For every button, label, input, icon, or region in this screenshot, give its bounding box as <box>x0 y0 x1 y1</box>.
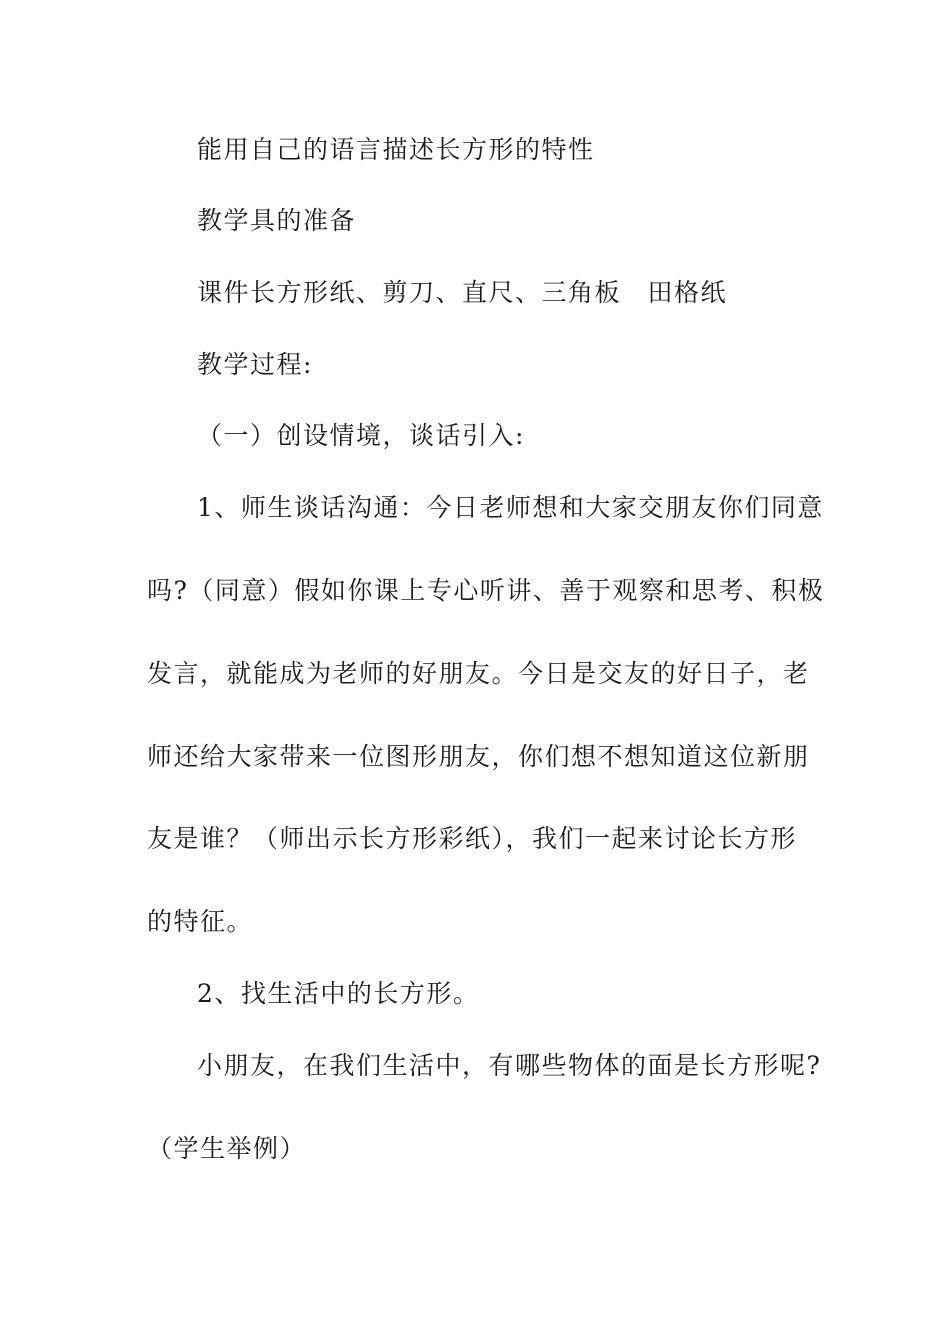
text-line-5: （一）创设情境，谈话引入: <box>197 421 525 450</box>
text-line-4: 教学过程: <box>197 350 313 379</box>
text-line-7: 吗?（同意）假如你课上专心听讲、善于观察和思考、积极 <box>147 576 825 605</box>
text-line-3: 课件长方形纸、剪刀、直尺、三角板 田格纸 <box>197 278 728 307</box>
text-line-6: 1、师生谈话沟通：今日老师想和大家交朋友你们同意 <box>197 493 824 522</box>
text-line-11: 的特征。 <box>147 907 254 936</box>
text-line-10: 友是谁？（师出示长方形彩纸），我们一起来讨论长方形 <box>147 824 798 853</box>
text-line-13: 小朋友，在我们生活中，有哪些物体的面是长方形呢? <box>197 1051 822 1080</box>
text-line-1: 能用自己的语言描述长方形的特性 <box>197 135 595 164</box>
text-line-2: 教学具的准备 <box>197 206 357 235</box>
text-line-8: 发言，就能成为老师的好朋友。今日是交友的好日子，老 <box>147 659 810 688</box>
text-line-9: 师还给大家带来一位图形朋友，你们想不想知道这位新朋 <box>147 742 810 771</box>
text-line-14: （学生举例） <box>147 1134 307 1163</box>
text-line-12: 2、找生活中的长方形。 <box>197 979 480 1008</box>
